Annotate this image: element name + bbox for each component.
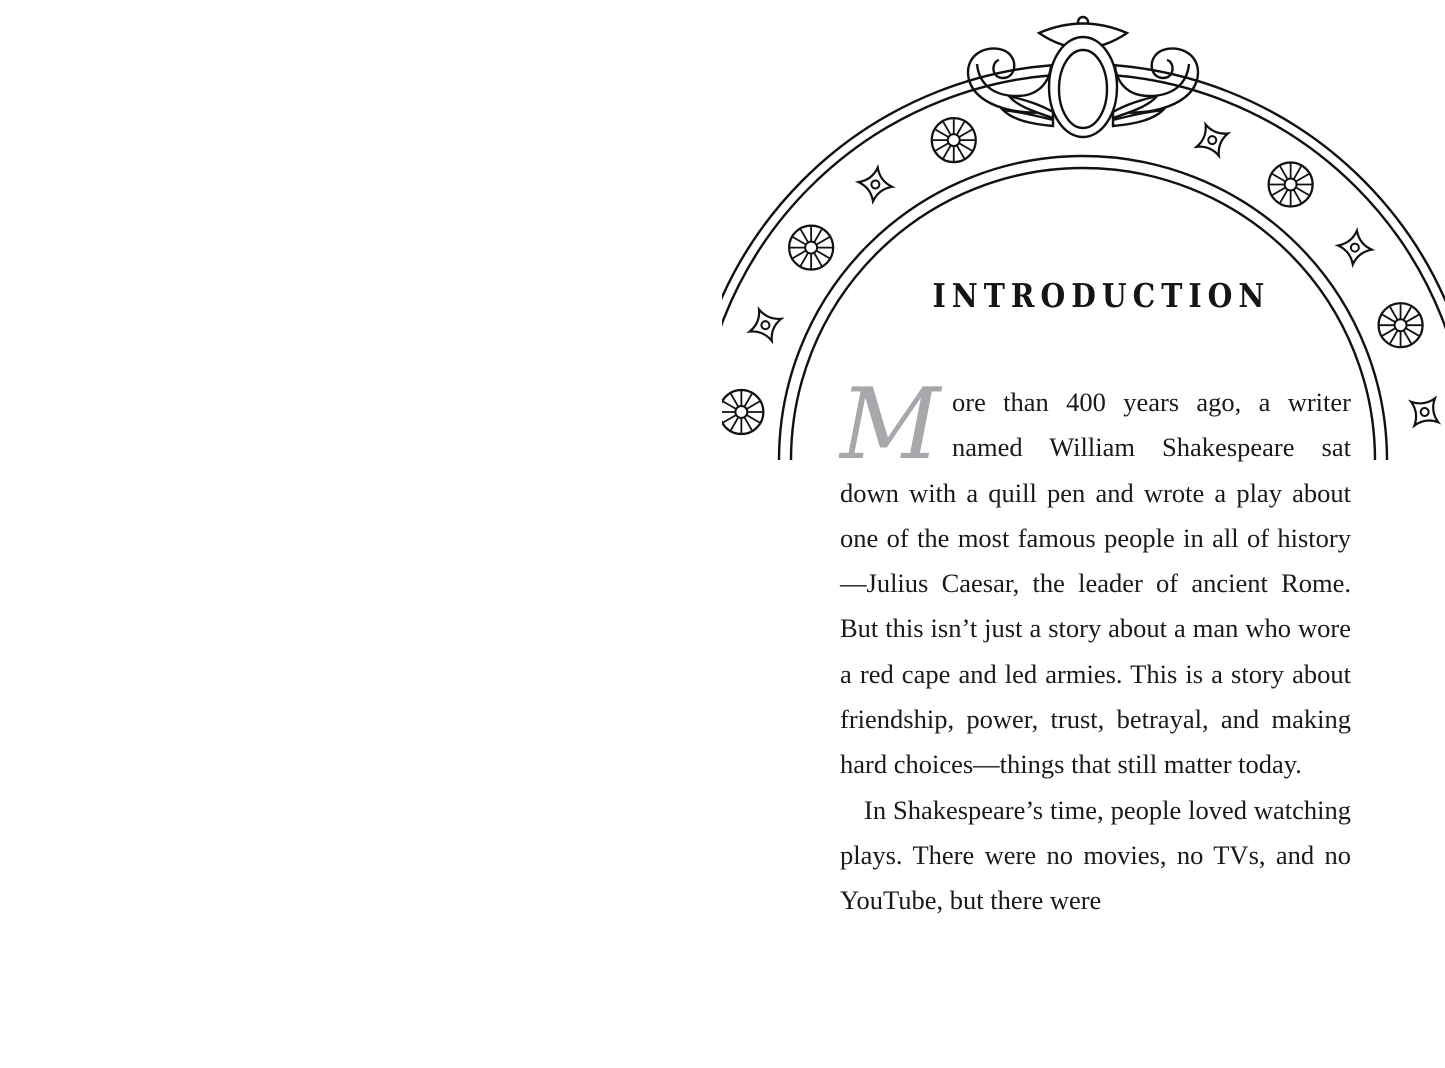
paragraph-2: In Shakespeare’s time, people loved watching plays. There were no movies, no TVs, and no YouTube, but there were (840, 794, 1351, 916)
diamond-ornament (856, 165, 894, 203)
paragraph-1 (840, 380, 1351, 788)
right-page (722, 0, 1445, 1068)
rosette-ornament (722, 390, 763, 434)
drop-cap-letter (838, 378, 946, 470)
body-text (840, 380, 1351, 924)
svg-text:M: M (840, 378, 941, 470)
diamond-ornament (1336, 229, 1374, 267)
chapter-title: INTRODUCTION (932, 276, 1271, 315)
crest-cartouche-ornament (968, 17, 1198, 137)
diamond-ornament (1190, 118, 1235, 163)
paragraph-1-text: ore than 400 years ago, a writer named William Shakespeare sat down with a quill pen and wrote a play about one of the most famous people in all of history—Julius Caesar, the leader of ancient Rome. But this isn’t just a story about a man who wore a red cape and led armies. This is a story about friendship, power, trust, betrayal, and making hard choices—things that still matter today. (840, 387, 1351, 780)
rosette-ornament (1269, 162, 1313, 206)
left-page-blank (0, 0, 722, 1068)
rosette-ornament (789, 226, 833, 270)
rosette-ornament (932, 118, 976, 162)
diamond-ornament (1401, 388, 1445, 436)
